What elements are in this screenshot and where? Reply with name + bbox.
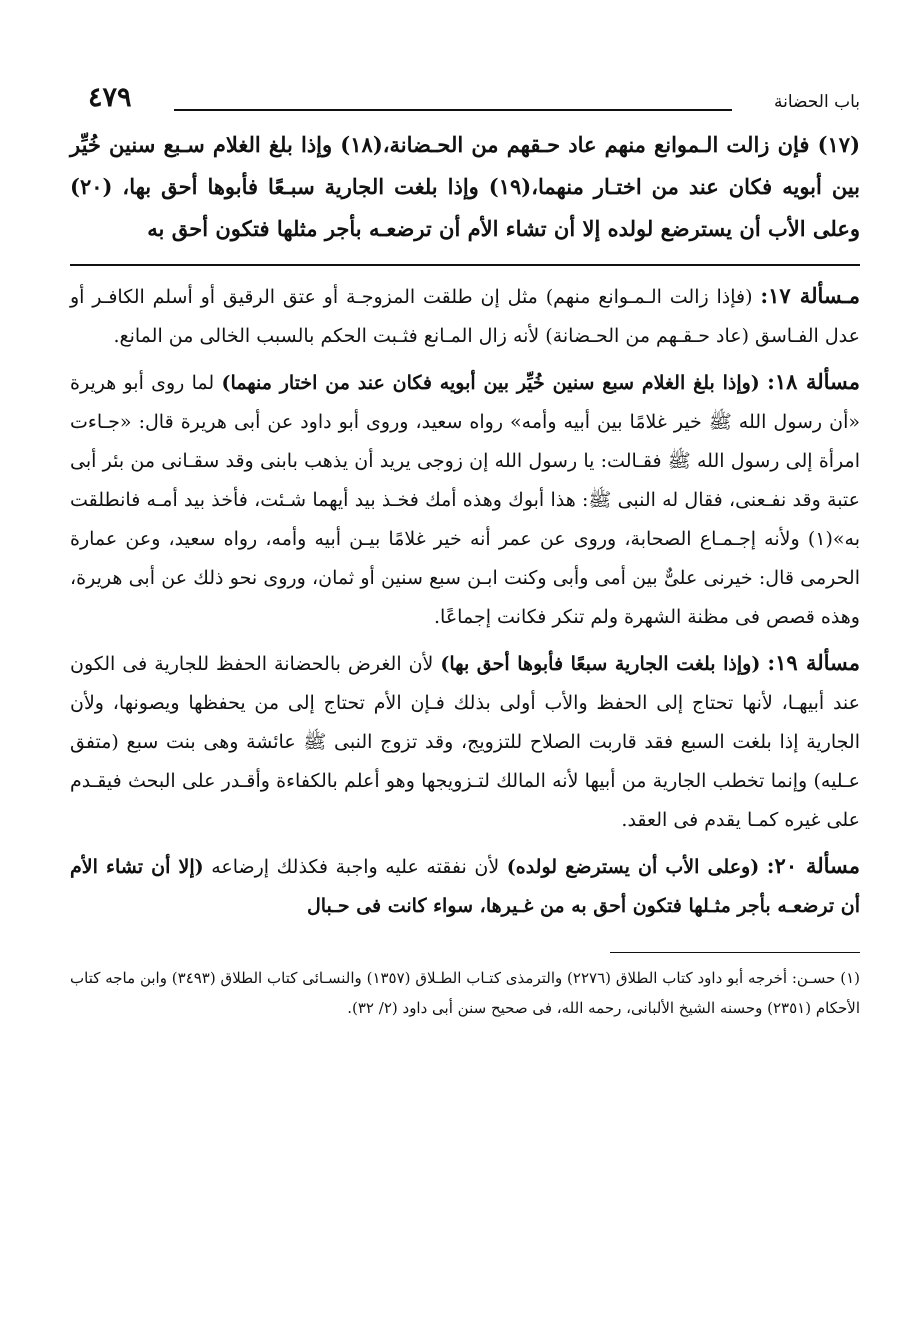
page-header (70, 78, 860, 124)
masala-quote: (وعلى الأب أن يسترضع لولده) (506, 856, 760, 878)
masala-18 (70, 362, 860, 637)
masala-text: لأن نفقته عليه واجبة فكذلك إرضاعه (211, 856, 507, 878)
masala-label: مـسألة ١٧: (760, 283, 860, 308)
masala-quote-2: (إلا أن تشاء الأم أن ترضعـه بأجر مثـلها فتكون أحق به من غـيرها، سواء كانت فى حـبال (70, 856, 860, 917)
masala-20 (70, 846, 860, 926)
chapter-title: باب الحضانة (774, 92, 860, 112)
masala-17 (70, 276, 860, 356)
footnote: (١) حسـن: أخرجه أبو داود كتاب الطلاق (٢٢٧٦) والترمذى كتـاب الطـلاق (١٣٥٧) والنسـائى كتاب الطلاق (٣٤٩٣) وابن ماجه كتاب الأحكام (٢٣٥١) وحسنه الشيخ الألبانى، رحمه الله، فى صحيح سنن أبى داود (٢/ ٣٢). (70, 969, 860, 1017)
masala-quote: (وإذا بلغت الجارية سبعًا فأبوها أحق بها) (440, 653, 761, 675)
page-number: ٤٧٩ (88, 82, 132, 113)
masala-quote: (وإذا بلغ الغلام سبع سنين خُيِّر بين أبويه فكان عند من اختار منهما) (221, 372, 760, 394)
footnote-separator (610, 952, 860, 953)
masala-label: مسألة ٢٠: (766, 853, 860, 878)
matn-separator (70, 264, 860, 266)
header-rule (174, 109, 732, 111)
document-page (70, 78, 860, 1023)
masala-text: لأن الغرض بالحضانة الحفظ للجارية فى الكون عند أبيهـا، لأنها تحتاج إلى الحفظ والأب أولى بذلك فـإن الأم تحتاج إلى من يحفظها ويصونها، ولأن الجارية إذا بلغت السبع فقد قاربت الصلاح للتزويج، وقد تزوج النبى ﷺ عائشة وهى بنت سبع (متفق عـليه) وإنما تخطب الجارية من أبيها لأنه المالك لتـزويجها وهو أعلم بالكفاءة وأقـدر على البحث فيقـدم على غيره كمـا يقدم فى العقد. (70, 653, 860, 831)
matn-text: (١٧) فإن زالت الـموانع منهم عاد حـقهم من الحـضانة،(١٨) وإذا بلغ الغلام سـبع سنين خُيِّر بين أبويه فكان عند من اختـار منهما،(١٩) وإذا بلغت الجارية سبـعًا فأبوها أحق بها، (٢٠) وعلى الأب أن يسترضع لولده إلا أن تشاء الأم أن ترضعـه بأجر مثلها فتكون أحق به (70, 132, 861, 241)
masala-label: مسألة ١٨: (767, 369, 860, 394)
masala-label: مسألة ١٩: (767, 650, 861, 675)
masala-text: لما روى أبو هريرة «أن رسول الله ﷺ خير غلامًا بين أبيه وأمه» رواه سعيد، وروى أبو داود عن أبى هريرة قال: «جـاءت امرأة إلى رسول الله ﷺ فقـالت: يا رسول الله إن زوجى يريد أن يذهب بابنى وقد سقـانى من بئر أبى عتبة وقد نفـعنى، فقال له النبى ﷺ: هذا أبوك وهذه أمك فخـذ بيد أيهما شـئت، فأخذ بيد أمـه فانطلقت به»(١) ولأنه إجـمـاع الصحابة، وروى عن عمر أنه خير غلامًا بيـن أبيه وأمه، رواه سعيد، وعن عمارة الحرمى قال: خيرنى علىٌّ بين أمى وأبى وكنت ابـن سبع سنين أو ثمان، وروى نحو ذلك عن أبى هريرة، وهذه قصص فى مظنة الشهرة ولم تنكر فكانت إجماعًا. (70, 372, 860, 628)
masala-19 (70, 643, 860, 840)
masala-text: (فإذا زالت الـمـوانع منهم) مثل إن طلقت المزوجـة أو عتق الرقيق أو أسلم الكافـر أو عدل الفـاسق (عاد حـقـهم من الحـضانة) لأنه زال المـانع فثـبت الحكم بالسبب الخالى من المانع. (70, 286, 860, 347)
